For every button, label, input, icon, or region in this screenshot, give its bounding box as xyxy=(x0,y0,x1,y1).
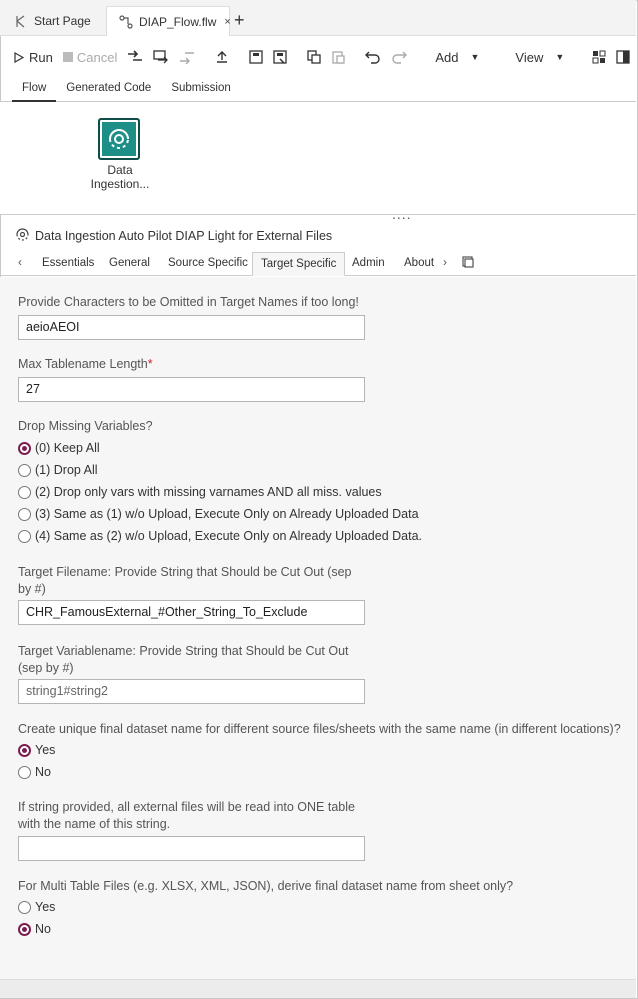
drop-missing-option-0-label: (0) Keep All xyxy=(35,441,100,455)
properties-header xyxy=(16,228,332,244)
tab-flow[interactable]: Flow xyxy=(12,78,56,102)
radio-icon xyxy=(18,486,31,499)
redo-button[interactable] xyxy=(391,45,407,69)
flow-file-icon xyxy=(119,15,133,29)
run-selected-icon xyxy=(153,50,169,64)
save-button[interactable] xyxy=(249,45,263,69)
cancel-button[interactable] xyxy=(63,45,117,69)
layout-button[interactable] xyxy=(592,45,606,69)
flow-canvas[interactable] xyxy=(0,102,636,214)
data-ingestion-node[interactable] xyxy=(98,118,140,160)
drop-missing-option-4[interactable] xyxy=(18,529,422,543)
drop-missing-option-1[interactable] xyxy=(18,463,98,477)
run-selected-button[interactable] xyxy=(153,45,169,69)
target-filename-label-line2: by #) xyxy=(18,582,46,596)
chevron-left-icon[interactable]: ‹ xyxy=(18,255,22,269)
tab-generated-code[interactable]: Generated Code xyxy=(66,82,152,94)
undo-icon xyxy=(365,50,381,64)
properties-tabs xyxy=(0,252,636,276)
toolbar xyxy=(0,36,636,78)
panel-toggle-button[interactable] xyxy=(616,45,630,69)
view-label: View xyxy=(515,49,544,65)
radio-selected-icon xyxy=(18,442,31,455)
drop-missing-option-4-label: (4) Same as (2) w/o Upload, Execute Only on Already Uploaded Data. xyxy=(35,529,423,543)
run-button[interactable] xyxy=(14,45,53,69)
tab-diap-flow[interactable] xyxy=(106,6,230,36)
run-to-icon xyxy=(179,50,195,64)
run-label: Run xyxy=(29,49,53,65)
paste-button[interactable] xyxy=(331,45,345,69)
omit-chars-input[interactable]: aeioAEOI xyxy=(18,315,365,340)
tab-general[interactable]: General xyxy=(109,257,150,269)
save-icon xyxy=(249,50,263,64)
close-tab-icon[interactable]: × xyxy=(224,15,231,28)
tab-admin[interactable]: Admin xyxy=(352,257,385,269)
run-to-node-button[interactable] xyxy=(179,45,195,69)
multi-table-yes[interactable] xyxy=(18,900,55,914)
save-as-icon xyxy=(273,50,287,64)
one-table-label-line2: with the name of this string. xyxy=(18,817,171,831)
one-table-label-line1: If string provided, all external files will be read into ONE table xyxy=(18,800,355,814)
multi-table-yes-label: Yes xyxy=(35,900,56,914)
drop-missing-option-2-label: (2) Drop only vars with missing varnames AND all miss. values xyxy=(35,485,382,499)
save-as-button[interactable] xyxy=(273,45,287,69)
target-varname-label xyxy=(18,643,349,677)
radio-icon xyxy=(18,530,31,543)
radio-icon xyxy=(18,766,31,779)
document-tab-bar xyxy=(0,0,636,36)
drop-missing-label: Drop Missing Variables? xyxy=(18,419,153,433)
view-dropdown[interactable] xyxy=(515,50,564,65)
chevron-down-icon: ▼ xyxy=(470,52,480,62)
start-page-icon xyxy=(14,14,28,28)
panel-icon xyxy=(616,50,630,64)
copy-icon xyxy=(307,50,321,64)
node-label-line2: Ingestion... xyxy=(90,177,150,191)
max-tablename-label xyxy=(18,356,153,373)
run-from-node-button[interactable] xyxy=(127,45,143,69)
status-strip xyxy=(0,979,636,998)
layout-icon xyxy=(592,50,606,64)
tab-essentials[interactable]: Essentials xyxy=(42,257,95,269)
unique-name-yes-label: Yes xyxy=(35,743,56,757)
drop-missing-option-2[interactable] xyxy=(18,485,382,499)
stop-icon xyxy=(63,52,73,62)
redo-icon xyxy=(391,50,407,64)
radio-icon xyxy=(18,508,31,521)
add-dropdown[interactable] xyxy=(435,50,479,65)
radio-icon xyxy=(18,464,31,477)
multi-table-no-label: No xyxy=(35,922,51,936)
unique-name-label: Create unique final dataset name for different source files/sheets with the same name (in different locations)? xyxy=(18,722,621,736)
tab-diap-flow-label: DIAP_Flow.flw xyxy=(139,14,217,29)
data-ingestion-icon xyxy=(107,127,131,151)
cancel-label: Cancel xyxy=(76,49,118,65)
target-varname-label-line1: Target Variablename: Provide String that Should be Cut Out xyxy=(18,644,349,658)
required-marker: * xyxy=(147,357,153,371)
upload-icon xyxy=(215,50,229,64)
tab-target-specific[interactable]: Target Specific xyxy=(252,252,345,276)
tab-about[interactable]: About xyxy=(404,257,435,269)
node-label-line1: Data xyxy=(107,163,133,177)
target-filename-label-line1: Target Filename: Provide String that Should be Cut Out (sep xyxy=(18,565,352,579)
max-tablename-input[interactable]: 27 xyxy=(18,377,365,402)
drop-missing-option-3[interactable] xyxy=(18,507,419,521)
unique-name-no[interactable] xyxy=(18,765,51,779)
omit-chars-label: Provide Characters to be Omitted in Target Names if too long! xyxy=(18,295,359,309)
run-from-icon xyxy=(127,50,143,64)
flow-view-tabs xyxy=(0,78,636,102)
drop-missing-option-1-label: (1) Drop All xyxy=(35,463,98,477)
undo-button[interactable] xyxy=(365,45,381,69)
radio-selected-icon xyxy=(18,923,31,936)
data-ingestion-small-icon xyxy=(16,228,29,244)
tab-start-page[interactable] xyxy=(14,6,91,36)
unique-name-yes[interactable] xyxy=(18,743,55,757)
chevron-right-icon[interactable]: › xyxy=(443,255,447,269)
add-label: Add xyxy=(435,49,459,65)
multi-table-no[interactable] xyxy=(18,922,51,936)
max-tablename-label-text: Max Tablename Length xyxy=(18,357,148,371)
copy-button[interactable] xyxy=(307,45,321,69)
panel-splitter[interactable] xyxy=(0,214,636,215)
radio-selected-icon xyxy=(18,744,31,757)
tab-source-specific[interactable]: Source Specific xyxy=(168,257,248,269)
node-label xyxy=(74,163,166,191)
upload-button[interactable] xyxy=(215,45,229,69)
target-varname-input[interactable]: string1#string2 xyxy=(18,679,365,704)
unique-name-no-label: No xyxy=(35,765,51,779)
run-icon xyxy=(14,52,24,63)
target-filename-input[interactable]: CHR_FamousExternal_#Other_String_To_Exclude xyxy=(18,600,365,625)
one-table-label xyxy=(18,799,355,833)
radio-icon xyxy=(18,901,31,914)
tab-submission[interactable]: Submission xyxy=(171,82,231,94)
target-filename-label xyxy=(18,564,352,598)
target-specific-form xyxy=(0,277,636,979)
tab-list-icon[interactable] xyxy=(462,256,474,271)
chevron-down-icon: ▼ xyxy=(555,52,565,62)
paste-icon xyxy=(331,50,345,64)
new-tab-button[interactable]: + xyxy=(234,10,245,30)
drop-missing-option-0[interactable] xyxy=(18,441,100,455)
one-table-input[interactable] xyxy=(18,836,365,861)
tab-start-page-label: Start Page xyxy=(34,14,91,28)
properties-title: Data Ingestion Auto Pilot DIAP Light for External Files xyxy=(35,229,333,243)
drop-missing-option-3-label: (3) Same as (1) w/o Upload, Execute Only on Already Uploaded Data xyxy=(35,507,419,521)
splitter-handle[interactable]: .... xyxy=(392,206,412,222)
multi-table-label: For Multi Table Files (e.g. XLSX, XML, JSON), derive final dataset name from sheet only? xyxy=(18,879,514,893)
target-varname-label-line2: (sep by #) xyxy=(18,661,74,675)
